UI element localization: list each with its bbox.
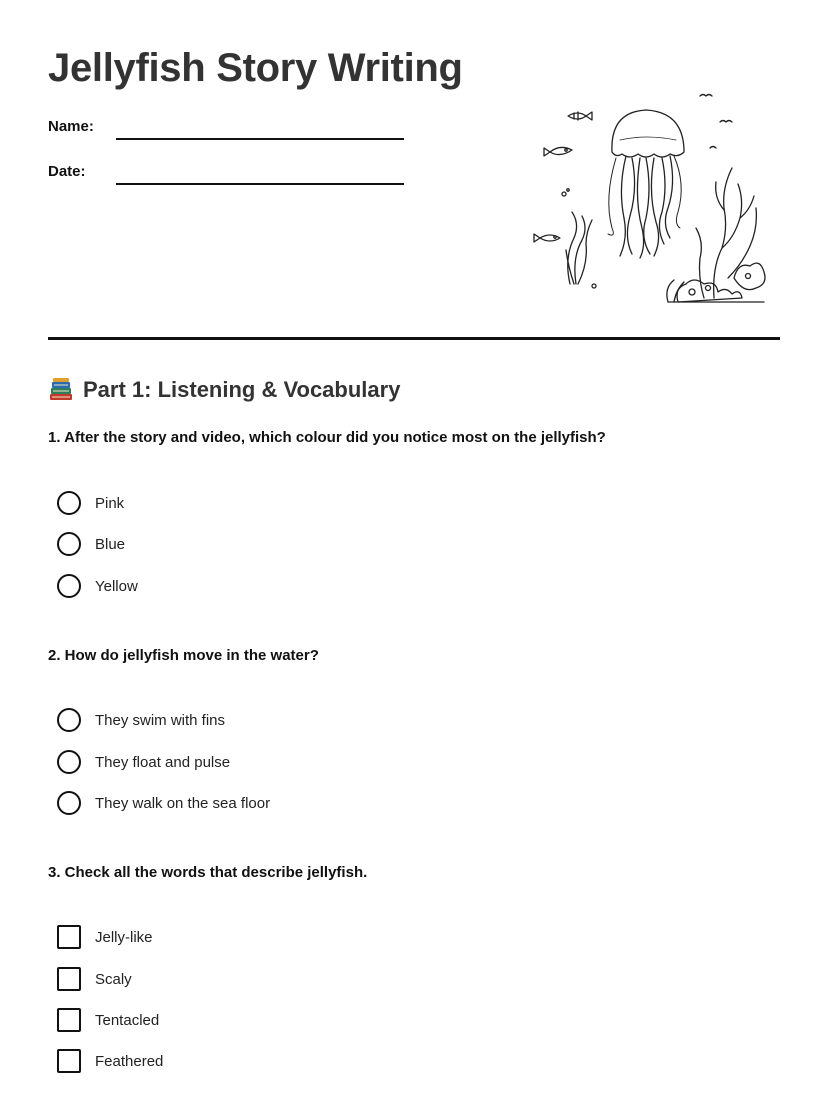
checkbox[interactable] — [57, 1008, 81, 1032]
option-label: Pink — [95, 494, 125, 512]
q3-option-scaly[interactable] — [57, 967, 132, 991]
date-field[interactable] — [48, 163, 408, 187]
option-label: They swim with fins — [95, 711, 226, 729]
q3-option-feathered[interactable] — [57, 1049, 163, 1073]
checkbox[interactable] — [57, 1049, 81, 1073]
radio-button[interactable] — [57, 791, 81, 815]
option-label: Scaly — [95, 970, 132, 988]
checkbox[interactable] — [57, 967, 81, 991]
question-1: 1. After the story and video, which colour did you notice most on the jellyfish? — [48, 429, 606, 446]
q3-option-jelly-like[interactable] — [57, 925, 153, 949]
q3-option-tentacled[interactable] — [57, 1008, 159, 1032]
name-label: Name: — [48, 118, 94, 135]
radio-button[interactable] — [57, 491, 81, 515]
question-3: 3. Check all the words that describe jellyfish. — [48, 864, 368, 881]
part1-title: Part 1: Listening & Vocabulary — [83, 377, 401, 402]
part1-heading — [48, 374, 400, 406]
option-label: Jelly-like — [95, 928, 153, 946]
date-write-line[interactable] — [116, 183, 404, 185]
radio-button[interactable] — [57, 708, 81, 732]
worksheet-title: Jellyfish Story Writing — [48, 46, 463, 90]
radio-button[interactable] — [57, 750, 81, 774]
section-divider — [48, 337, 780, 340]
q1-option-yellow[interactable] — [57, 574, 138, 598]
radio-button[interactable] — [57, 532, 81, 556]
option-label: Feathered — [95, 1052, 164, 1070]
option-label: They float and pulse — [95, 753, 231, 771]
name-write-line[interactable] — [116, 138, 404, 140]
q1-option-blue[interactable] — [57, 532, 125, 556]
option-label: Yellow — [95, 577, 138, 595]
option-label: Blue — [95, 535, 126, 553]
jellyfish-ocean-illustration — [528, 88, 768, 312]
date-label: Date: — [48, 163, 86, 180]
option-label: Tentacled — [95, 1011, 160, 1029]
books-icon — [48, 377, 74, 403]
q2-option-fins[interactable] — [57, 708, 225, 732]
q1-option-pink[interactable] — [57, 491, 124, 515]
option-label: They walk on the sea floor — [95, 794, 271, 812]
radio-button[interactable] — [57, 574, 81, 598]
q2-option-float[interactable] — [57, 750, 230, 774]
question-2: 2. How do jellyfish move in the water? — [48, 647, 319, 664]
name-field[interactable] — [48, 118, 408, 142]
q2-option-walk[interactable] — [57, 791, 270, 815]
checkbox[interactable] — [57, 925, 81, 949]
